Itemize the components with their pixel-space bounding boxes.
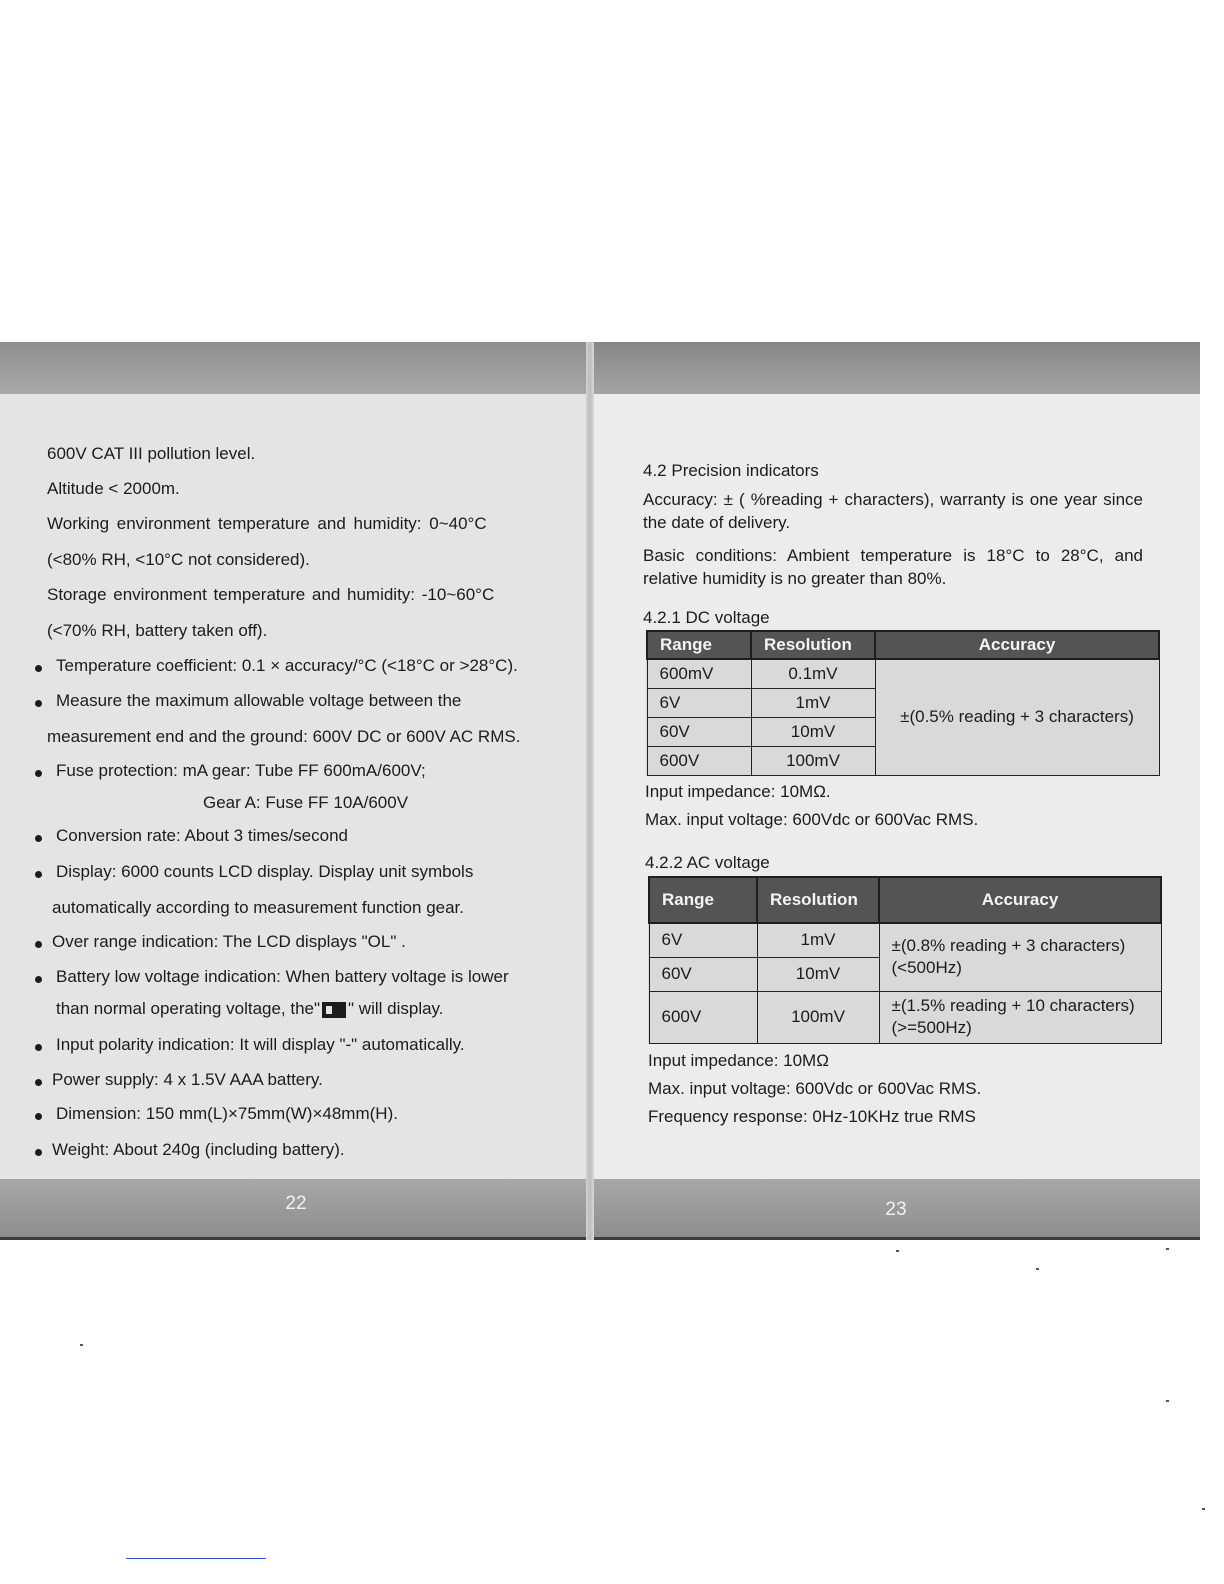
accuracy-text: Accuracy: ± ( %reading + characters), warranty is one year since the date of delivery. — [643, 490, 1143, 532]
power-supply: Power supply: 4 x 1.5V AAA battery. — [52, 1070, 323, 1089]
accuracy-cell: ±(0.5% reading + 3 characters) — [875, 659, 1159, 775]
page-number: 22 — [285, 1193, 307, 1214]
header-accuracy: Accuracy — [875, 631, 1159, 659]
ac-input-impedance: Input impedance: 10MΩ — [648, 1051, 829, 1070]
bullet — [35, 941, 42, 948]
display-line-1: Display: 6000 counts LCD display. Display unit symbols — [56, 862, 474, 881]
ac-max-input: Max. input voltage: 600Vdc or 600Vac RMS. — [648, 1079, 982, 1098]
input-polarity: Input polarity indication: It will display "-" automatically. — [56, 1035, 465, 1054]
accuracy-high-line-2: (>=500Hz) — [891, 1018, 972, 1037]
header-resolution: Resolution — [751, 631, 875, 659]
header-range: Range — [647, 631, 751, 659]
battery-low-text-post: " will display. — [348, 999, 444, 1018]
header-resolution: Resolution — [757, 877, 879, 923]
resolution-cell: 1mV — [751, 688, 875, 717]
scan-speck — [896, 1250, 899, 1252]
resolution-cell: 100mV — [757, 991, 879, 1043]
dimension: Dimension: 150 mm(L)×75mm(W)×48mm(H). — [56, 1104, 398, 1123]
scan-speck — [1036, 1268, 1039, 1270]
range-cell: 600V — [649, 991, 757, 1043]
header-accuracy: Accuracy — [879, 877, 1161, 923]
bullet — [35, 1044, 42, 1051]
dc-max-input: Max. input voltage: 600Vdc or 600Vac RMS. — [645, 810, 979, 829]
range-cell: 600mV — [647, 659, 751, 688]
working-environment: Working environment temperature and humidity: 0~40°C — [47, 514, 487, 533]
resolution-cell: 0.1mV — [751, 659, 875, 688]
scan-speck — [1166, 1248, 1169, 1250]
range-cell: 6V — [647, 688, 751, 717]
scan-speck — [80, 1344, 83, 1346]
header-band — [592, 342, 1200, 394]
page-number: 23 — [885, 1199, 907, 1220]
dc-input-impedance: Input impedance: 10MΩ. — [645, 782, 831, 801]
display-line-2: automatically according to measurement function gear. — [52, 898, 465, 917]
header-range: Range — [649, 877, 757, 923]
accuracy-cell-low — [879, 923, 1161, 991]
accuracy-cell-high — [879, 991, 1161, 1043]
scan-line-artifact — [126, 1558, 266, 1559]
pollution-level: 600V CAT III pollution level. — [47, 444, 256, 463]
table-row — [649, 923, 1161, 957]
conversion-rate: Conversion rate: About 3 times/second — [56, 826, 348, 845]
battery-low-text-pre: than normal operating voltage, the" — [56, 999, 321, 1018]
table-row — [649, 991, 1161, 1043]
bullet — [35, 1079, 42, 1086]
weight: Weight: About 240g (including battery). — [52, 1140, 345, 1159]
dc-voltage-table — [646, 630, 1160, 776]
max-voltage-line-2: measurement end and the ground: 600V DC or 600V AC RMS. — [47, 727, 521, 746]
resolution-cell: 1mV — [757, 923, 879, 957]
frequency-response: Frequency response: 0Hz-10KHz true RMS — [648, 1107, 976, 1126]
range-cell: 6V — [649, 923, 757, 957]
over-range-indication: Over range indication: The LCD displays "OL" . — [52, 932, 406, 951]
storage-environment-note: (<70% RH, battery taken off). — [47, 621, 268, 640]
storage-environment: Storage environment temperature and humidity: -10~60°C — [47, 585, 495, 604]
range-cell: 600V — [647, 746, 751, 775]
accuracy-low-line-2: (<500Hz) — [891, 958, 962, 978]
scan-speck — [1202, 1508, 1205, 1510]
scan-speck — [1166, 1400, 1169, 1402]
dc-voltage-title: 4.2.1 DC voltage — [643, 608, 770, 627]
ac-voltage-table — [648, 876, 1162, 1044]
bullet — [35, 871, 42, 878]
range-cell: 60V — [649, 957, 757, 991]
basic-conditions: Basic conditions: Ambient temperature is 18°C to 28°C, and relative humidity is no greater than 80%. — [643, 546, 1143, 588]
altitude: Altitude < 2000m. — [47, 479, 180, 498]
bullet — [35, 770, 42, 777]
header-band — [0, 342, 592, 394]
table-header-row — [649, 877, 1161, 923]
battery-low-line-2 — [56, 999, 444, 1019]
max-voltage-line-1: Measure the maximum allowable voltage between the — [56, 691, 462, 710]
resolution-cell: 10mV — [757, 957, 879, 991]
bullet — [35, 665, 42, 672]
bullet — [35, 835, 42, 842]
left-page — [0, 342, 592, 1240]
working-environment-note: (<80% RH, <10°C not considered). — [47, 550, 310, 569]
bullet — [35, 976, 42, 983]
range-cell: 60V — [647, 717, 751, 746]
table-row — [647, 659, 1159, 688]
fuse-protection-line-1: Fuse protection: mA gear: Tube FF 600mA/600V; — [56, 761, 426, 780]
footer-band — [0, 1179, 592, 1240]
resolution-cell: 100mV — [751, 746, 875, 775]
bullet — [35, 1113, 42, 1120]
accuracy-low-line-1: ±(0.8% reading + 3 characters) — [891, 936, 1126, 956]
bullet — [35, 700, 42, 707]
manual-spread — [0, 342, 1200, 1240]
section-title: 4.2 Precision indicators — [643, 461, 819, 480]
table-header-row — [647, 631, 1159, 659]
battery-low-line-1: Battery low voltage indication: When battery voltage is lower — [56, 967, 509, 986]
temperature-coefficient: Temperature coefficient: 0.1 × accuracy/°C (<18°C or >28°C). — [56, 656, 518, 675]
ac-voltage-title: 4.2.2 AC voltage — [645, 853, 770, 872]
battery-icon — [322, 1002, 346, 1018]
fuse-protection-line-2: Gear A: Fuse FF 10A/600V — [203, 793, 409, 812]
footer-band — [592, 1179, 1200, 1240]
bullet — [35, 1149, 42, 1156]
accuracy-high-line-1: ±(1.5% reading + 10 characters) — [891, 996, 1135, 1015]
resolution-cell: 10mV — [751, 717, 875, 746]
book-gutter — [586, 342, 594, 1240]
